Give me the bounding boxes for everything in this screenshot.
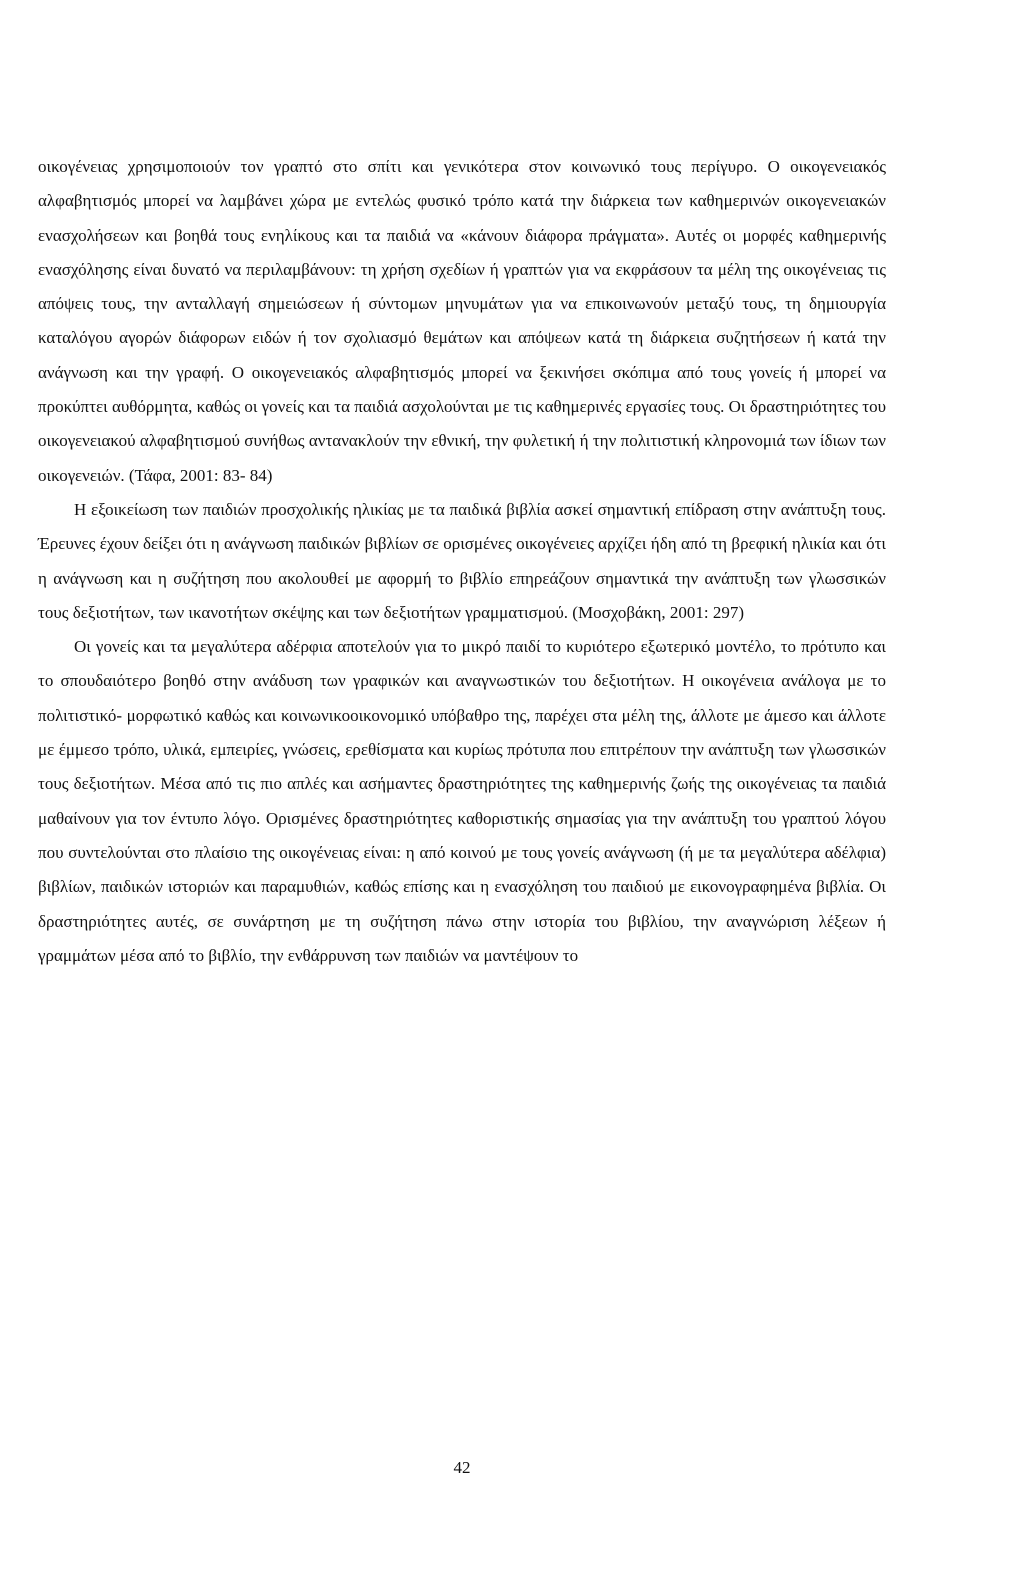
paragraph-parents-siblings: Οι γονείς και τα μεγαλύτερα αδέρφια αποτελούν για το μικρό παιδί το κυριότερο εξωτερικό μοντέλο, το πρότυπο και το σπουδαιότερο βοηθό στην ανάδυση των γραφικών και αναγνωστικών του δεξιοτήτων. Η οικογένεια ανάλογα με το πολιτιστικό- μορφωτικό καθώς και κοινωνικοοικονομικό υπόβαθρο της, παρέχει στα μέλη της, άλλοτε με άμεσο και άλλοτε με έμμεσο τρόπο, υλικά, εμπειρίες, γνώσεις, ερεθίσματα και κυρίως πρότυπα που επιτρέπουν την ανάπτυξη των γλωσσικών τους δεξιοτήτων. Μέσα από τις πιο απλές και ασήμαντες δραστηριότητες της καθημερινής ζωής της οικογένειας τα παιδιά μαθαίνουν για τον έντυπο λόγο. Ορισμένες δραστηριότητες καθοριστικής σημασίας για την ανάπτυξη του γραπτού λόγου που συντελούνται στο πλαίσιο της οικογένειας είναι: η από κοινού με τους γονείς ανάγνωση (ή με τα μεγαλύτερα αδέλφια) βιβλίων, παιδικών ιστοριών και παραμυθιών, καθώς επίσης και η ενασχόληση του παιδιού με εικονογραφημένα βιβλία. Οι δραστηριότητες αυτές, σε συνάρτηση με τη συζήτηση πάνω στην ιστορία του βιβλίου, την αναγνώριση λέξεων ή γραμμάτων μέσα από το βιβλίο, την ενθάρρυνση των παιδιών να μαντέψουν το [38,637,886,965]
body-text [38,150,886,973]
paragraph-family-literacy: οικογένειας χρησιμοποιούν τον γραπτό στο σπίτι και γενικότερα στον κοινωνικό τους περίγυρο. Ο οικογενειακός αλφαβητισμός μπορεί να λαμβάνει χώρα με εντελώς φυσικό τρόπο κατά την διάρκεια των καθημερινών οικογενειακών ενασχολήσεων και βοηθά τους ενηλίκους και τα παιδιά να «κάνουν διάφορα πράγματα». Αυτές οι μορφές καθημερινής ενασχόλησης είναι δυνατό να περιλαμβάνουν: τη χρήση σχεδίων ή γραπτών για να εκφράσουν τα μέλη της οικογένειας τις απόψεις τους, την ανταλλαγή σημειώσεων ή σύντομων μηνυμάτων για να επικοινωνούν μεταξύ τους, τη δημιουργία καταλόγου αγορών διάφορων ειδών ή τον σχολιασμό θεμάτων και απόψεων κατά τη διάρκεια συζητήσεων ή κατά την ανάγνωση και την γραφή. Ο οικογενειακός αλφαβητισμός μπορεί να ξεκινήσει σκόπιμα από τους γονείς ή μπορεί να προκύπτει αυθόρμητα, καθώς οι γονείς και τα παιδιά ασχολούνται με τις καθημερινές εργασίες τους. Οι δραστηριότητες του οικογενειακού αλφαβητισμού συνήθως αντανακλούν την εθνική, την φυλετική ή την πολιτιστική κληρονομιά των ίδιων των οικογενειών. (Τάφα, 2001: 83- 84) [38,157,886,485]
page-number: 42 [453,1458,471,1477]
paragraph-picture-books: Η εξοικείωση των παιδιών προσχολικής ηλικίας με τα παιδικά βιβλία ασκεί σημαντική επίδραση στην ανάπτυξη τους. Έρευνες έχουν δείξει ότι η ανάγνωση παιδικών βιβλίων σε ορισμένες οικογένειες αρχίζει ήδη από τη βρεφική ηλικία και ότι η ανάγνωση και η συζήτηση που ακολουθεί με αφορμή το βιβλίο επηρεάζουν σημαντικά την ανάπτυξη των γλωσσικών τους δεξιοτήτων, των ικανοτήτων σκέψης και των δεξιοτήτων γραμματισμού. (Μοσχοβάκη, 2001: 297) [38,499,886,622]
page-number-container [0,1458,1024,1478]
